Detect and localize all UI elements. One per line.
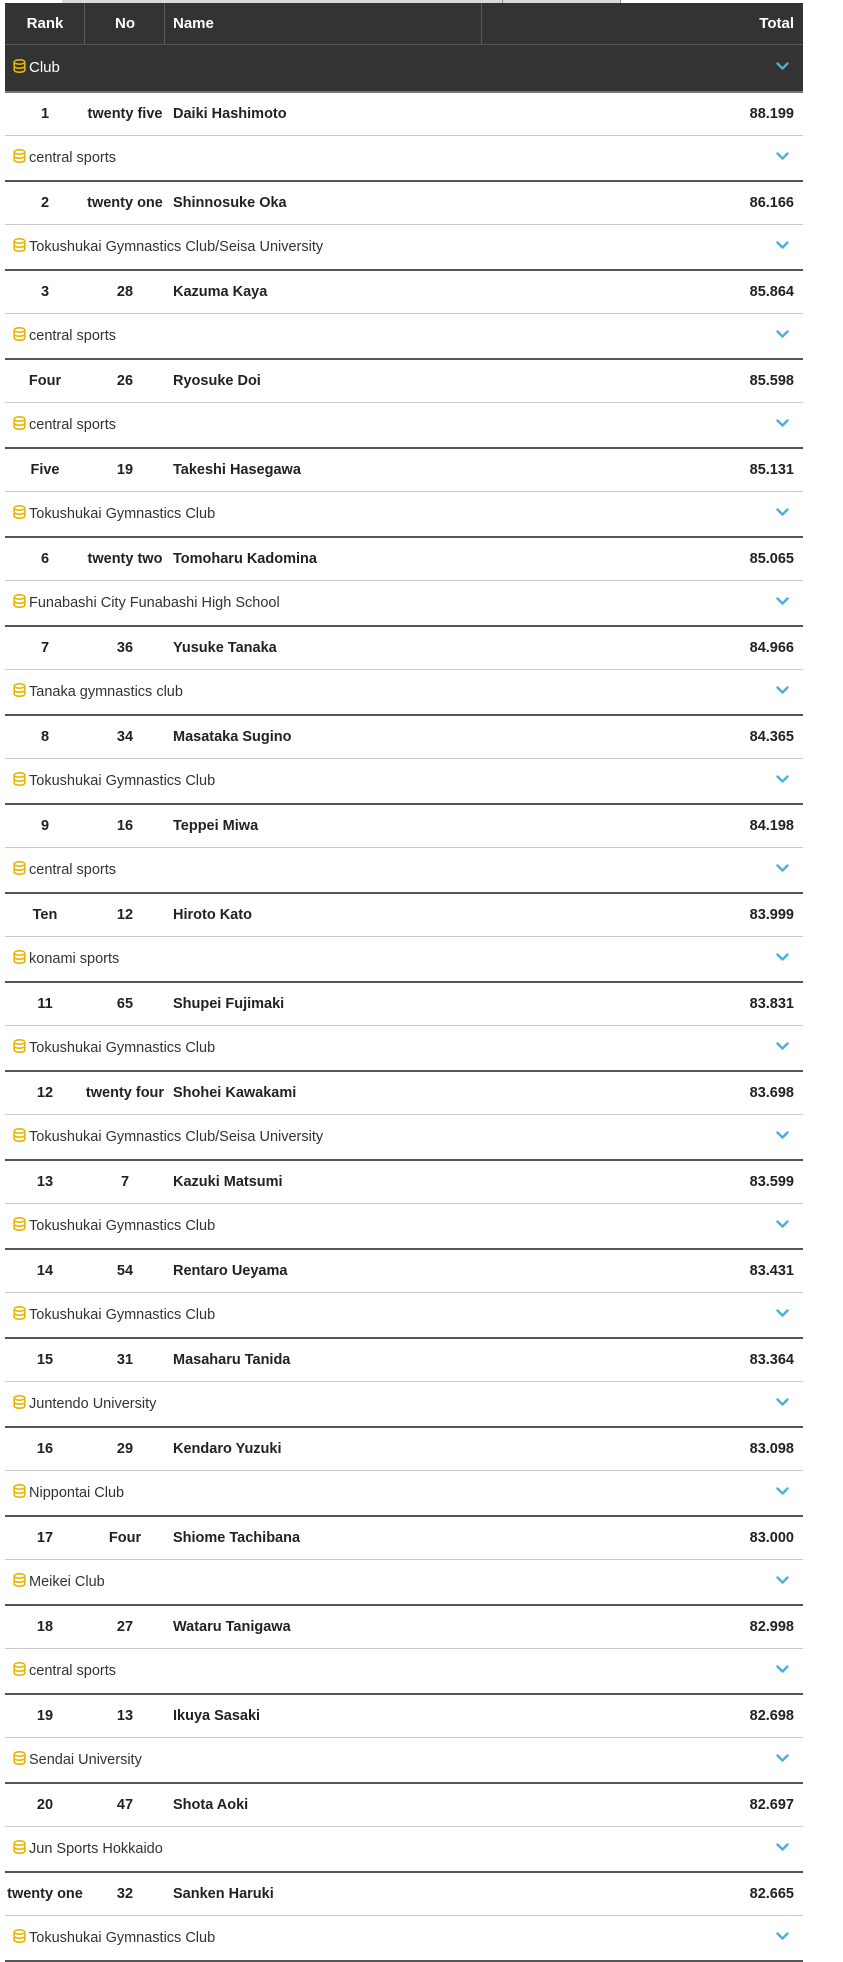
club-cell	[13, 1471, 124, 1515]
rank-cell: 13	[36, 1174, 54, 1190]
club-cell	[13, 937, 119, 981]
club-row[interactable]	[5, 848, 803, 894]
database-icon	[13, 582, 26, 596]
club-row[interactable]	[5, 1916, 803, 1962]
club-row[interactable]	[5, 1738, 803, 1784]
number-cell: 12	[116, 907, 134, 923]
number-cell: 36	[116, 640, 134, 656]
database-icon	[13, 849, 26, 863]
club-cell	[13, 1293, 215, 1337]
chevron-down-icon[interactable]	[776, 419, 789, 428]
club-cell	[13, 759, 215, 803]
name-cell: Shota Aoki	[173, 1797, 249, 1813]
name-cell: Sanken Haruki	[173, 1886, 274, 1902]
database-icon	[13, 1205, 26, 1219]
total-cell: 85.131	[749, 462, 794, 478]
chevron-down-icon[interactable]	[776, 1754, 789, 1763]
database-icon	[13, 315, 26, 329]
club-cell	[13, 1738, 142, 1782]
number-cell: twenty one	[87, 195, 163, 211]
name-cell: Masaharu Tanida	[173, 1352, 291, 1368]
table-row[interactable]	[5, 360, 803, 403]
club-label: Jun Sports Hokkaido	[29, 1841, 163, 1857]
rank-cell: twenty one	[7, 1886, 83, 1902]
total-cell: 82.697	[749, 1797, 794, 1813]
chevron-down-icon[interactable]	[776, 953, 789, 962]
number-cell: 47	[116, 1797, 134, 1813]
table-row[interactable]	[5, 1161, 803, 1204]
table-row[interactable]	[5, 805, 803, 848]
total-cell: 84.365	[749, 729, 794, 745]
club-label: central sports	[29, 150, 117, 166]
chevron-down-icon[interactable]	[776, 1131, 789, 1140]
rank-cell: Four	[28, 373, 62, 389]
club-row[interactable]	[5, 136, 803, 182]
name-cell: Kendaro Yuzuki	[173, 1441, 282, 1457]
rank-cell: 18	[36, 1619, 54, 1635]
number-cell: 16	[116, 818, 134, 834]
total-cell: 82.698	[749, 1708, 794, 1724]
chevron-down-icon[interactable]	[776, 597, 789, 606]
rank-cell: 1	[40, 106, 50, 122]
number-cell: 13	[116, 1708, 134, 1724]
number-cell: 54	[116, 1263, 134, 1279]
club-row[interactable]	[5, 1827, 803, 1873]
club-label: central sports	[29, 328, 117, 344]
database-icon	[13, 1917, 26, 1931]
total-cell: 83.999	[749, 907, 794, 923]
number-cell: twenty two	[87, 551, 163, 567]
club-row[interactable]	[5, 1026, 803, 1072]
club-cell	[13, 670, 183, 714]
table-row[interactable]	[5, 271, 803, 314]
chevron-down-icon[interactable]	[776, 1843, 789, 1852]
club-row[interactable]	[5, 937, 803, 983]
chevron-down-icon[interactable]	[776, 1398, 789, 1407]
club-cell	[13, 492, 215, 536]
total-cell: 82.998	[749, 1619, 794, 1635]
rank-cell: 17	[36, 1530, 54, 1546]
table-subheader-club[interactable]	[5, 45, 803, 93]
table-row[interactable]	[5, 627, 803, 670]
total-cell: 85.598	[749, 373, 794, 389]
table-row[interactable]	[5, 1339, 803, 1382]
number-cell: 27	[116, 1619, 134, 1635]
rank-cell: 12	[36, 1085, 54, 1101]
club-cell	[13, 1916, 215, 1960]
club-row[interactable]	[5, 1293, 803, 1339]
rank-cell: 8	[40, 729, 50, 745]
rank-cell: Five	[30, 462, 60, 478]
rank-cell: Ten	[32, 907, 58, 923]
club-row[interactable]	[5, 759, 803, 805]
table-row[interactable]	[5, 538, 803, 581]
name-cell: Kazuki Matsumi	[173, 1174, 283, 1190]
name-cell: Takeshi Hasegawa	[173, 462, 301, 478]
club-label: Tokushukai Gymnastics Club/Seisa University	[29, 1129, 324, 1145]
number-cell: 31	[116, 1352, 134, 1368]
chevron-down-icon[interactable]	[776, 775, 789, 784]
total-cell: 83.599	[749, 1174, 794, 1190]
club-label: Meikei Club	[29, 1574, 105, 1590]
club-row[interactable]	[5, 1471, 803, 1517]
database-icon	[13, 404, 26, 418]
club-label: central sports	[29, 862, 117, 878]
database-icon	[13, 1027, 26, 1041]
database-icon	[13, 760, 26, 774]
club-label: Tokushukai Gymnastics Club	[29, 1040, 216, 1056]
rank-cell: 3	[40, 284, 50, 300]
rank-cell: 2	[40, 195, 50, 211]
club-cell	[13, 1382, 156, 1426]
header-club	[13, 45, 60, 91]
number-cell: 65	[116, 996, 134, 1012]
club-label: Sendai University	[29, 1752, 142, 1768]
number-cell: 34	[116, 729, 134, 745]
chevron-down-icon[interactable]	[776, 1042, 789, 1051]
club-label: Tanaka gymnastics club	[29, 684, 183, 700]
name-cell: Shinnosuke Oka	[173, 195, 287, 211]
total-cell: 83.431	[749, 1263, 794, 1279]
table-row[interactable]	[5, 894, 803, 937]
name-cell: Ikuya Sasaki	[173, 1708, 261, 1724]
rank-cell: 19	[36, 1708, 54, 1724]
name-cell: Tomoharu Kadomina	[173, 551, 317, 567]
header-name[interactable]: Name	[173, 15, 214, 32]
database-icon	[13, 1561, 26, 1575]
club-row[interactable]	[5, 1204, 803, 1250]
header-no[interactable]: No	[115, 15, 135, 32]
number-cell: 26	[116, 373, 134, 389]
club-cell	[13, 403, 116, 447]
club-cell	[13, 581, 280, 625]
club-row[interactable]	[5, 1382, 803, 1428]
name-cell: Shohei Kawakami	[173, 1085, 297, 1101]
table-row[interactable]	[5, 716, 803, 759]
club-label: Juntendo University	[29, 1396, 157, 1412]
club-cell	[13, 314, 116, 358]
club-row[interactable]	[5, 670, 803, 716]
table-row[interactable]	[5, 983, 803, 1026]
club-row[interactable]	[5, 1560, 803, 1606]
club-row[interactable]	[5, 314, 803, 360]
name-cell: Teppei Miwa	[173, 818, 259, 834]
table-row[interactable]	[5, 1517, 803, 1560]
club-cell	[13, 225, 323, 269]
club-label: Tokushukai Gymnastics Club	[29, 506, 216, 522]
database-icon	[13, 1116, 26, 1130]
name-cell: Kazuma Kaya	[173, 284, 268, 300]
chevron-down-icon[interactable]	[776, 330, 789, 339]
database-icon	[13, 938, 26, 952]
club-cell	[13, 1026, 215, 1070]
total-cell: 83.000	[749, 1530, 794, 1546]
table-row[interactable]	[5, 182, 803, 225]
number-cell: Four	[108, 1530, 142, 1546]
total-cell: 84.966	[749, 640, 794, 656]
club-label: Tokushukai Gymnastics Club	[29, 1218, 216, 1234]
table-row[interactable]	[5, 449, 803, 492]
table-header	[5, 3, 803, 45]
club-row[interactable]	[5, 403, 803, 449]
header-club-label: Club	[29, 59, 60, 76]
name-cell: Shupei Fujimaki	[173, 996, 285, 1012]
club-cell	[13, 1827, 163, 1871]
chevron-down-icon[interactable]	[776, 1932, 789, 1941]
chevron-down-icon[interactable]	[776, 1220, 789, 1229]
club-row[interactable]	[5, 225, 803, 271]
club-row[interactable]	[5, 1649, 803, 1695]
club-label: Tokushukai Gymnastics Club/Seisa University	[29, 239, 324, 255]
database-icon	[13, 226, 26, 240]
total-cell: 83.831	[749, 996, 794, 1012]
header-rank[interactable]: Rank	[26, 15, 64, 32]
total-cell: 83.098	[749, 1441, 794, 1457]
total-cell: 88.199	[749, 106, 794, 122]
club-label: Tokushukai Gymnastics Club	[29, 1307, 216, 1323]
club-label: Tokushukai Gymnastics Club	[29, 1930, 216, 1946]
number-cell: 19	[116, 462, 134, 478]
name-cell: Yusuke Tanaka	[173, 640, 277, 656]
database-icon	[13, 1472, 26, 1486]
chevron-down-icon[interactable]	[776, 1576, 789, 1585]
rank-cell: 11	[37, 996, 53, 1012]
rank-cell: 6	[40, 551, 50, 567]
chevron-down-icon[interactable]	[776, 508, 789, 517]
name-cell: Shiome Tachibana	[173, 1530, 301, 1546]
database-icon	[13, 137, 26, 151]
table-row[interactable]	[5, 1606, 803, 1649]
club-row[interactable]	[5, 1115, 803, 1161]
total-cell: 85.864	[749, 284, 794, 300]
chevron-down-icon[interactable]	[776, 241, 789, 250]
table-row[interactable]	[5, 1250, 803, 1293]
database-icon	[13, 1383, 26, 1397]
database-icon	[13, 1650, 26, 1664]
table-row[interactable]	[5, 1873, 803, 1916]
rank-cell: 9	[40, 818, 50, 834]
database-icon	[13, 1294, 26, 1308]
total-cell: 83.364	[749, 1352, 794, 1368]
club-cell	[13, 1204, 215, 1248]
number-cell: 29	[116, 1441, 134, 1457]
club-label: Nippontai Club	[29, 1485, 125, 1501]
club-label: Funabashi City Funabashi High School	[29, 595, 280, 611]
name-cell: Rentaro Ueyama	[173, 1263, 288, 1279]
club-row[interactable]	[5, 581, 803, 627]
table-row[interactable]	[5, 1428, 803, 1471]
club-label: Tokushukai Gymnastics Club	[29, 773, 216, 789]
rank-cell: 20	[36, 1797, 54, 1813]
name-cell: Daiki Hashimoto	[173, 106, 287, 122]
database-icon	[13, 46, 26, 60]
club-cell	[13, 136, 116, 180]
club-cell	[13, 1560, 105, 1604]
chevron-down-icon[interactable]	[776, 864, 789, 873]
club-cell	[13, 848, 116, 892]
total-cell: 82.665	[749, 1886, 794, 1902]
number-cell: 28	[116, 284, 134, 300]
database-icon	[13, 1828, 26, 1842]
total-cell: 84.198	[749, 818, 794, 834]
name-cell: Hiroto Kato	[173, 907, 252, 923]
name-cell: Masataka Sugino	[173, 729, 292, 745]
number-cell: twenty five	[87, 106, 163, 122]
chevron-down-icon[interactable]	[776, 1665, 789, 1674]
number-cell: 7	[120, 1174, 130, 1190]
rank-cell: 15	[36, 1352, 54, 1368]
name-cell: Ryosuke Doi	[173, 373, 261, 389]
table-row[interactable]	[5, 1695, 803, 1738]
number-cell: twenty four	[85, 1085, 165, 1101]
chevron-down-icon[interactable]	[776, 62, 789, 71]
chevron-down-icon[interactable]	[776, 1487, 789, 1496]
table-body	[5, 93, 803, 1962]
database-icon	[13, 1739, 26, 1753]
club-cell	[13, 1649, 116, 1693]
chevron-down-icon[interactable]	[776, 686, 789, 695]
results-table	[5, 3, 803, 1962]
club-label: central sports	[29, 1663, 117, 1679]
total-cell: 86.166	[749, 195, 794, 211]
number-cell: 32	[116, 1886, 134, 1902]
club-label: konami sports	[29, 951, 120, 967]
header-total[interactable]: Total	[759, 15, 794, 32]
club-label: central sports	[29, 417, 117, 433]
chevron-down-icon[interactable]	[776, 1309, 789, 1318]
name-cell: Wataru Tanigawa	[173, 1619, 291, 1635]
table-row[interactable]	[5, 1784, 803, 1827]
database-icon	[13, 671, 26, 685]
rank-cell: 14	[36, 1263, 54, 1279]
club-cell	[13, 1115, 323, 1159]
rank-cell: 7	[40, 640, 50, 656]
rank-cell: 16	[36, 1441, 54, 1457]
database-icon	[13, 493, 26, 507]
table-row[interactable]	[5, 1072, 803, 1115]
table-row[interactable]	[5, 93, 803, 136]
chevron-down-icon[interactable]	[776, 152, 789, 161]
total-cell: 83.698	[749, 1085, 794, 1101]
club-row[interactable]	[5, 492, 803, 538]
total-cell: 85.065	[749, 551, 794, 567]
